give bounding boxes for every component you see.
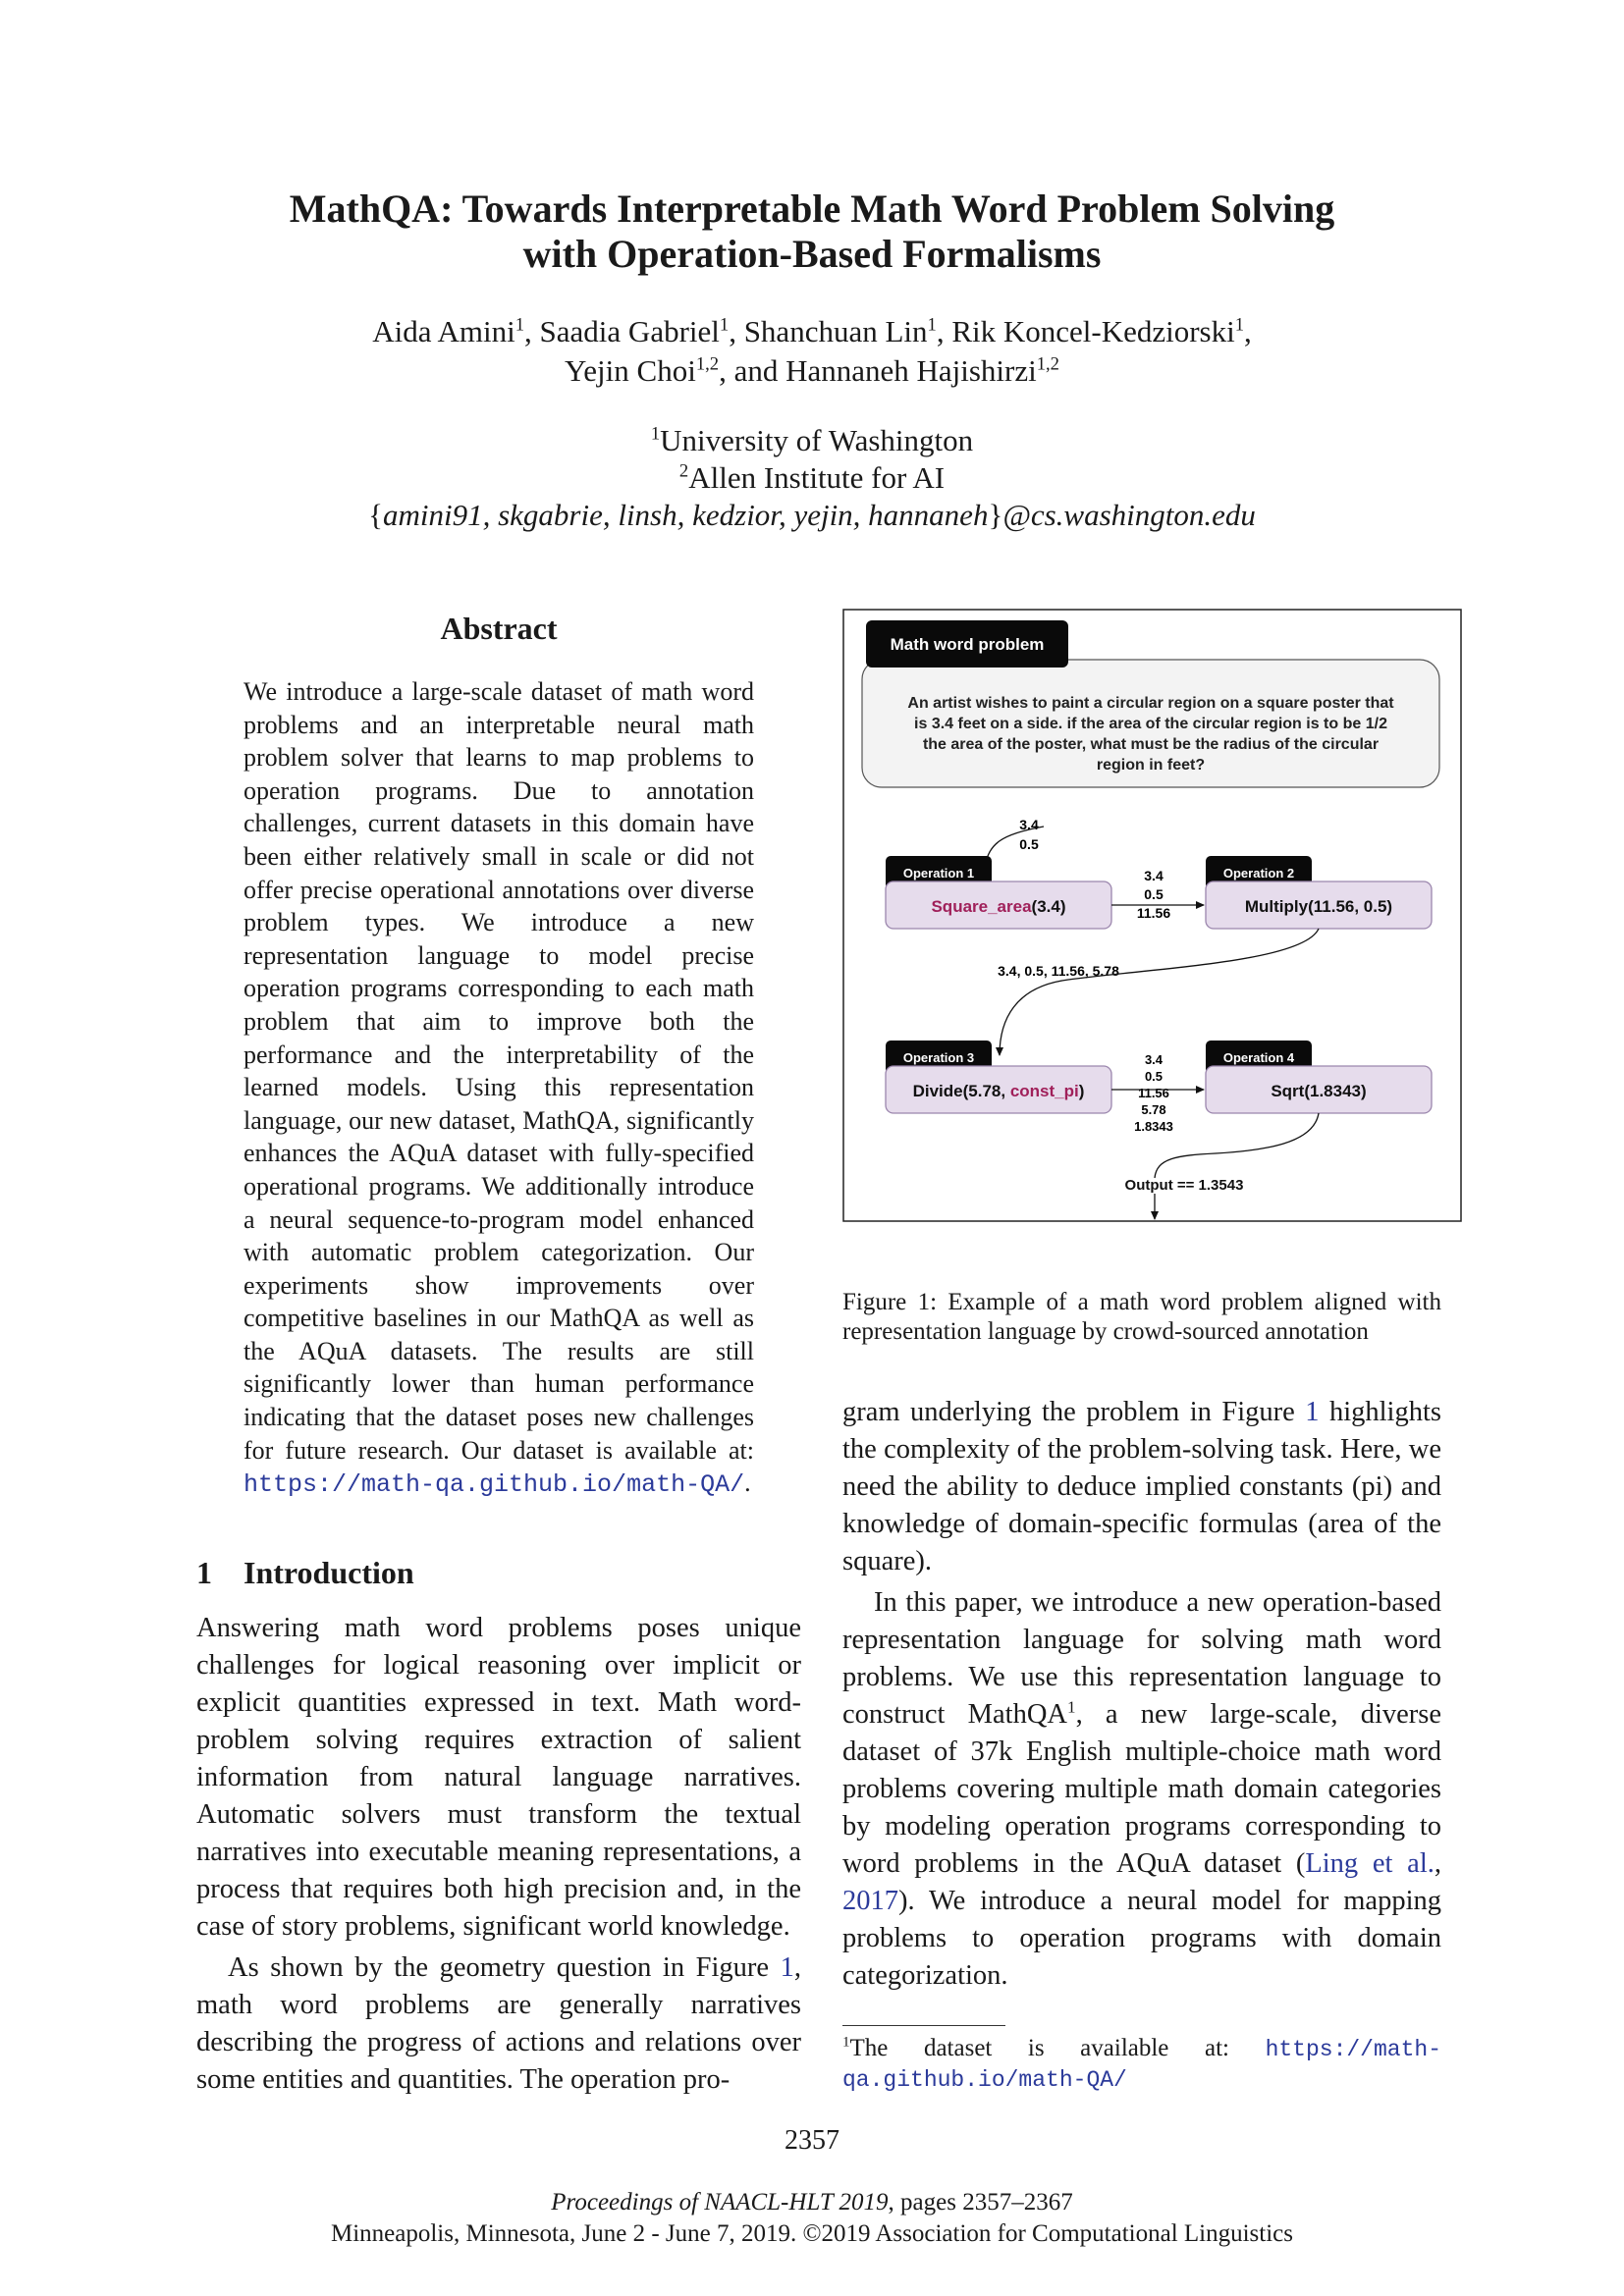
citation-year-link[interactable]: 2017	[842, 1886, 898, 1916]
text-run: , a new large-scale, diverse dataset of 37k English multiple-choice math word problems covering multiple math domain categories by modeling operation programs corresponding to word problems in the AQuA dataset (	[842, 1699, 1441, 1879]
section-title: Introduction	[244, 1555, 414, 1590]
footer-venue: Proceedings of NAACL-HLT 2019	[551, 2189, 889, 2216]
title-line-1: MathQA: Towards Interpretable Math Word Problem Solving	[289, 187, 1335, 231]
op2-input-value: 0.5	[1144, 886, 1164, 902]
author-affil-mark: 1,2	[695, 353, 720, 375]
op4-label: Operation 4	[1222, 1050, 1295, 1065]
citation-link[interactable]: Ling et al.	[1305, 1848, 1435, 1879]
author-affil-mark: 1	[514, 314, 525, 336]
op3-input-values: 3.4, 0.5, 11.56, 5.78	[998, 963, 1119, 979]
footnote	[842, 2034, 1441, 2095]
section-heading-introduction	[196, 1555, 805, 1591]
op3-function: Divide(5.78,	[912, 1082, 1010, 1100]
brace-open: {	[368, 498, 383, 532]
intro-paragraph-2	[196, 1949, 801, 2099]
op2-input-value: 3.4	[1144, 868, 1164, 883]
footnote-link[interactable]: https://math-qa.github.io/math-QA/	[842, 2037, 1441, 2093]
text-run: gram underlying the problem in Figure	[842, 1397, 1306, 1427]
footer-pages: , pages 2357–2367	[888, 2189, 1073, 2216]
text-run: As shown by the geometry question in Figure	[228, 1952, 781, 1983]
author-affil-mark: 1	[927, 314, 937, 336]
op4-input-value: 3.4	[1144, 1052, 1164, 1067]
author-name: Yejin Choi	[565, 353, 696, 388]
affiliations	[196, 422, 1428, 534]
brace-close: }	[988, 498, 1003, 532]
author-affil-mark: 1,2	[1036, 353, 1059, 375]
right-column	[842, 1394, 1441, 1995]
footnote-mark: 1	[842, 2034, 850, 2051]
op2-label: Operation 2	[1222, 866, 1295, 881]
author-name: , Saadia Gabriel	[524, 314, 720, 348]
affiliation-2	[196, 459, 1428, 497]
section-number: 1	[196, 1555, 212, 1590]
figure-ref-link[interactable]: 1	[780, 1952, 794, 1983]
problem-tag-label: Math word problem	[890, 635, 1045, 654]
output-value: Output == 1.3543	[1124, 1177, 1244, 1194]
email-domain: @cs.washington.edu	[1002, 498, 1256, 532]
author-affil-mark: 1	[719, 314, 730, 336]
text-run: ). We introduce a neural model for mapping problems to operation programs with domain categorization.	[842, 1886, 1441, 1991]
op2-input-value: 11.56	[1136, 905, 1171, 921]
author-line-1	[196, 312, 1428, 351]
abstract-heading: Abstract	[440, 611, 558, 646]
op3-constant: const_pi	[1009, 1082, 1079, 1100]
abstract-body	[244, 675, 754, 1502]
text-run: , math word problems are generally narratives describing the progress of actions and relations over some entities and quantities. The operation pro-	[196, 1952, 801, 2095]
text-run: ,	[1434, 1848, 1441, 1879]
op1-expression	[931, 897, 1065, 916]
op4-input-value: 11.56	[1138, 1086, 1169, 1100]
author-list	[196, 312, 1428, 391]
author-emails	[196, 497, 1428, 534]
page-number: 2357	[785, 2125, 839, 2156]
title-line-2: with Operation-Based Formalisms	[522, 232, 1102, 276]
problem-line: is 3.4 feet on a side. if the area of the circular region is to be 1/2	[914, 716, 1387, 732]
problem-line: region in feet?	[1096, 757, 1206, 774]
affiliation-1	[196, 422, 1428, 459]
footnote-text: The dataset is available at:	[849, 2035, 1266, 2061]
affiliation-name: Allen Institute for AI	[688, 460, 946, 495]
figure-caption: Figure 1: Example of a math word problem aligned with representation language by crowd-sourced annotation	[842, 1289, 1441, 1345]
text-run: In this paper, we introduce a new operation-based representation language for solving math word problems. We use this representation language to construct MathQA	[842, 1587, 1441, 1730]
intro-column	[196, 1610, 801, 2099]
author-line-2	[196, 351, 1428, 391]
author-affil-mark: 1	[1234, 314, 1245, 336]
op3-close: )	[1078, 1082, 1085, 1100]
email-names: amini91, skgabrie, linsh, kedzior, yejin, hannaneh	[382, 498, 989, 532]
op1-function: Square_area	[931, 897, 1032, 916]
text-run: highlights the complexity of the problem-solving task. Here, we need the ability to deduce implied constants (pi) and knowledge of domain-specific formulas (area of the square).	[842, 1397, 1441, 1576]
footnote-rule	[842, 2025, 1005, 2026]
op1-input-value: 0.5	[1019, 836, 1039, 852]
right-paragraph-2	[842, 1584, 1441, 1995]
right-paragraph-1	[842, 1394, 1441, 1580]
problem-line: An artist wishes to paint a circular region on a square poster that	[907, 695, 1394, 712]
footer-line-2: Minneapolis, Minnesota, June 2 - June 7, 2019. ©2019 Association for Computational Linguistics	[330, 2220, 1294, 2247]
intro-paragraph-1: Answering math word problems poses unique challenges for logical reasoning over implicit or explicit quantities expressed in text. Math word-problem solving requires extraction of salient information from natural language narratives. Automatic solvers must transform the textual narratives into executable meaning representations, a process that requires both high precision and, in the case of story problems, significant world knowledge.	[196, 1613, 801, 1942]
abstract-text: We introduce a large-scale dataset of math word problems and an interpretable neural math problem solver that learns to map problems to operation programs. Due to annotation challenges, current datasets in this domain have been either relatively small in scale or did not offer precise operational annotations over diverse problem types. We introduce a new representation language to model precise operation programs corresponding to each math problem that aim to improve both the performance and the interpretability of the learned models. Using this representation language, our new dataset, MathQA, significantly enhances the AQuA dataset with fully-specified operational programs. We additionally introduce a neural sequence-to-program model enhanced with automatic problem categorization. Our experiments show improvements over competitive baselines in our MathQA as well as the AQuA datasets. The results are still significantly lower than human performance indicating that the dataset poses new challenges for future research. Our dataset is available at:	[244, 677, 754, 1465]
op4-expression: Sqrt(1.8343)	[1271, 1082, 1367, 1100]
op3-label: Operation 3	[902, 1050, 975, 1065]
problem-line: the area of the poster, what must be the radius of the circular	[922, 736, 1380, 753]
dataset-link[interactable]: https://math-qa.github.io/math-QA/	[244, 1470, 745, 1500]
paper-title	[196, 187, 1428, 277]
author-name: , Shanchuan Lin	[729, 314, 928, 348]
page-footer	[0, 2187, 1624, 2250]
footer-line-1	[0, 2187, 1624, 2218]
abstract-end: .	[744, 1468, 751, 1498]
op3-expression	[913, 1082, 1085, 1100]
figure-1-diagram	[842, 609, 1462, 1222]
op1-input-value: 3.4	[1019, 817, 1039, 832]
figure-ref-link[interactable]: 1	[1305, 1397, 1320, 1427]
affil-mark: 2	[678, 460, 689, 482]
author-separator: ,	[1244, 314, 1252, 348]
op4-input-value: 0.5	[1144, 1069, 1164, 1084]
op4-input-value: 1.8343	[1134, 1119, 1173, 1134]
affiliation-name: University of Washington	[660, 423, 974, 457]
author-name: Aida Amini	[372, 314, 515, 348]
op4-input-value: 5.78	[1141, 1102, 1166, 1117]
op2-expression: Multiply(11.56, 0.5)	[1244, 897, 1393, 916]
op1-label: Operation 1	[902, 866, 975, 881]
op1-args: (3.4)	[1031, 897, 1066, 916]
figure-1	[842, 609, 1462, 1222]
affil-mark: 1	[650, 423, 661, 445]
footnote-mark: 1	[1067, 1697, 1076, 1717]
author-name: , Rik Koncel-Kedziorski	[936, 314, 1235, 348]
author-name: , and Hannaneh Hajishirzi	[719, 353, 1037, 388]
